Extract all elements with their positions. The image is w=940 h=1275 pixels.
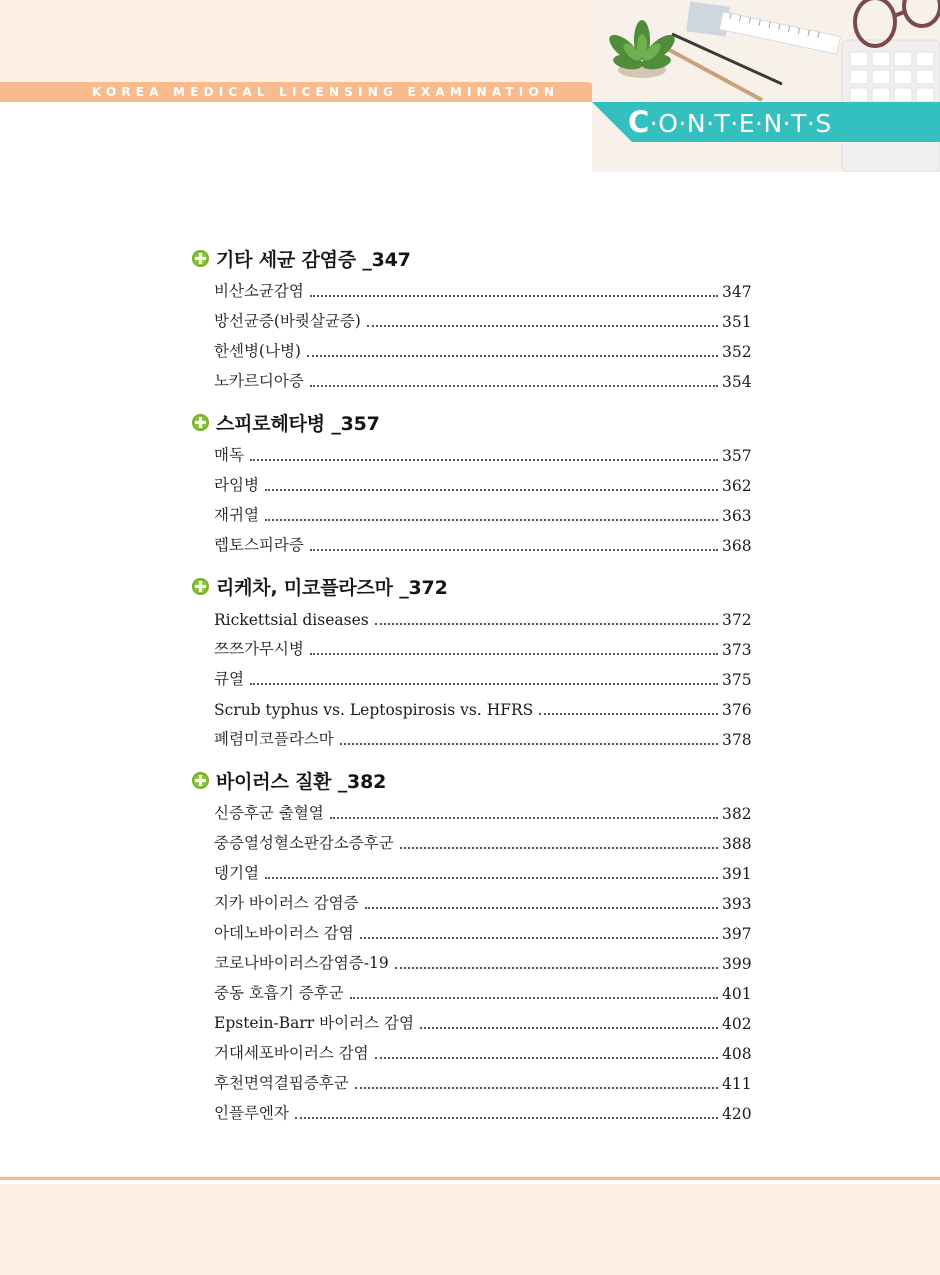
- dot-leader: [420, 1027, 718, 1029]
- toc-section: [192, 568, 752, 754]
- section-heading: [192, 762, 748, 798]
- entry-label: 중증열성혈소판감소증후군: [214, 834, 394, 852]
- dot-leader: [265, 519, 718, 521]
- toc-entry: [214, 1038, 752, 1068]
- section-title: 기타 세균 감염증 _347: [216, 248, 411, 271]
- table-of-contents: [192, 240, 752, 1136]
- dot-leader: [265, 877, 718, 879]
- entry-label: 뎅기열: [214, 864, 259, 882]
- entry-page-number: 347: [722, 283, 752, 301]
- entry-label: 렙토스피라증: [214, 536, 304, 554]
- toc-entry: [214, 828, 752, 858]
- entry-page-number: 408: [722, 1045, 752, 1063]
- entry-page-number: 375: [722, 671, 752, 689]
- entry-label: 인플루엔자: [214, 1104, 289, 1122]
- dot-leader: [330, 817, 718, 819]
- contents-title-first: C: [628, 105, 650, 139]
- toc-section: [192, 762, 752, 1128]
- dot-leader: [340, 743, 718, 745]
- toc-entry: [214, 366, 752, 396]
- dot-leader: [250, 459, 718, 461]
- toc-entry: [214, 948, 752, 978]
- entry-label: 노카르디아증: [214, 372, 304, 390]
- dot-leader: [395, 967, 718, 969]
- dot-leader: [400, 847, 718, 849]
- toc-entry: [214, 858, 752, 888]
- entry-page-number: 382: [722, 805, 752, 823]
- toc-entry: [214, 664, 752, 694]
- entry-page-number: 354: [722, 373, 752, 391]
- entry-label: 거대세포바이러스 감염: [214, 1044, 369, 1062]
- toc-entry: [214, 724, 752, 754]
- entry-page-number: 397: [722, 925, 752, 943]
- entry-page-number: 376: [722, 701, 752, 719]
- entry-page-number: 402: [722, 1015, 752, 1033]
- entry-label: Rickettsial diseases: [214, 611, 369, 629]
- entry-page-number: 362: [722, 477, 752, 495]
- contents-title-rest: ·O·N·T·E·N·T·S: [649, 109, 832, 138]
- entry-page-number: 378: [722, 731, 752, 749]
- dot-leader: [310, 549, 718, 551]
- plus-circle-icon: [192, 250, 209, 267]
- entry-page-number: 363: [722, 507, 752, 525]
- entry-page-number: 357: [722, 447, 752, 465]
- entry-page-number: 352: [722, 343, 752, 361]
- dot-leader: [360, 937, 718, 939]
- toc-entry: [214, 500, 752, 530]
- entry-label: 한센병(나병): [214, 342, 301, 360]
- footer-line: [0, 1177, 940, 1180]
- toc-entry: [214, 798, 752, 828]
- entry-page-number: 388: [722, 835, 752, 853]
- toc-entry: [214, 470, 752, 500]
- toc-entry: [214, 604, 752, 634]
- entry-label: 지카 바이러스 감염증: [214, 894, 359, 912]
- footer-band: [0, 1184, 940, 1275]
- toc-entry: [214, 276, 752, 306]
- section-title: 리케차, 미코플라즈마 _372: [216, 576, 448, 599]
- dot-leader: [295, 1117, 718, 1119]
- toc-entry: [214, 336, 752, 366]
- section-heading: [192, 568, 748, 604]
- toc-entry: [214, 634, 752, 664]
- plus-circle-icon: [192, 578, 209, 595]
- toc-section: [192, 240, 752, 396]
- plus-circle-icon: [192, 772, 209, 789]
- dot-leader: [307, 355, 718, 357]
- entry-label: Epstein-Barr 바이러스 감염: [214, 1014, 414, 1032]
- entry-page-number: 368: [722, 537, 752, 555]
- plus-circle-icon: [192, 414, 209, 431]
- entry-page-number: 373: [722, 641, 752, 659]
- section-heading: [192, 404, 748, 440]
- dot-leader: [310, 653, 718, 655]
- entry-label: 신증후군 출혈열: [214, 804, 324, 822]
- toc-entry: [214, 1098, 752, 1128]
- dot-leader: [375, 623, 718, 625]
- contents-title: [628, 104, 832, 140]
- entry-label: Scrub typhus vs. Leptospirosis vs. HFRS: [214, 701, 534, 719]
- dot-leader: [310, 385, 718, 387]
- dot-leader: [367, 325, 718, 327]
- entry-page-number: 411: [722, 1075, 752, 1093]
- entry-page-number: 401: [722, 985, 752, 1003]
- entry-page-number: 391: [722, 865, 752, 883]
- entry-label: 중동 호흡기 증후군: [214, 984, 344, 1002]
- toc-entry: [214, 694, 752, 724]
- entry-label: 비산소균감염: [214, 282, 304, 300]
- dot-leader: [539, 713, 718, 715]
- dot-leader: [250, 683, 718, 685]
- entry-label: 코로나바이러스감염증-19: [214, 954, 389, 972]
- dot-leader: [265, 489, 718, 491]
- entry-label: 후천면역결핍증후군: [214, 1074, 349, 1092]
- dot-leader: [375, 1057, 718, 1059]
- section-title: 바이러스 질환 _382: [216, 770, 387, 793]
- dot-leader: [365, 907, 718, 909]
- entry-label: 큐열: [214, 670, 244, 688]
- section-title: 스피로헤타병 _357: [216, 412, 380, 435]
- entry-label: 아데노바이러스 감염: [214, 924, 354, 942]
- entry-page-number: 399: [722, 955, 752, 973]
- toc-entry: [214, 888, 752, 918]
- dot-leader: [350, 997, 718, 999]
- exam-title: KOREA MEDICAL LICENSING EXAMINATION: [92, 85, 560, 99]
- entry-page-number: 351: [722, 313, 752, 331]
- desk-photo: [592, 0, 940, 172]
- toc-entry: [214, 978, 752, 1008]
- toc-entry: [214, 918, 752, 948]
- toc-entry: [214, 1008, 752, 1038]
- toc-entry: [214, 440, 752, 470]
- dot-leader: [310, 295, 718, 297]
- dot-leader: [355, 1087, 718, 1089]
- section-heading: [192, 240, 748, 276]
- entry-label: 쯔쯔가무시병: [214, 640, 304, 658]
- entry-label: 매독: [214, 446, 244, 464]
- toc-section: [192, 404, 752, 560]
- toc-entry: [214, 530, 752, 560]
- entry-label: 라임병: [214, 476, 259, 494]
- entry-page-number: 393: [722, 895, 752, 913]
- entry-label: 폐렴미코플라스마: [214, 730, 334, 748]
- entry-label: 재귀열: [214, 506, 259, 524]
- entry-page-number: 420: [722, 1105, 752, 1123]
- entry-label: 방선균증(바퀏살균증): [214, 312, 361, 330]
- toc-entry: [214, 306, 752, 336]
- entry-page-number: 372: [722, 611, 752, 629]
- toc-entry: [214, 1068, 752, 1098]
